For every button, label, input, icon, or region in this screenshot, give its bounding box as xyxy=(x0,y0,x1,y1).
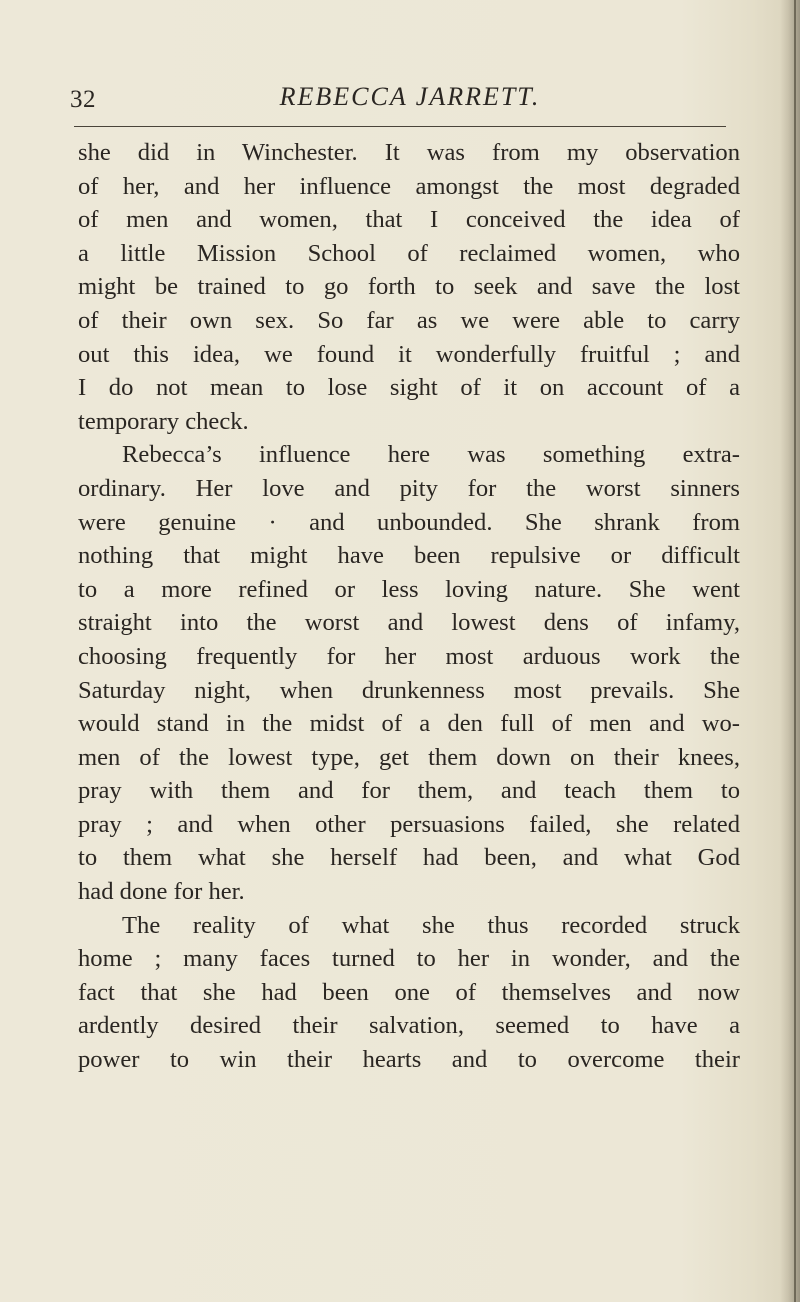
text-line: men of the lowest type, get them down on their knees, xyxy=(78,743,740,771)
text-line: nothing that might have been repulsive or difficult xyxy=(78,542,740,570)
text-line: straight into the worst and lowest dens of infamy, xyxy=(78,609,740,637)
header-rule xyxy=(74,126,726,127)
text-line: pray with them and for them, and teach them to xyxy=(78,777,740,805)
text-line: I do not mean to lose sight of it on account of a xyxy=(78,374,740,402)
text-line: pray ; and when other persuasions failed, she related xyxy=(78,810,740,838)
page-edge-line xyxy=(794,0,796,1302)
text-line: ordinary. Her love and pity for the worst sinners xyxy=(78,474,740,502)
text-line: home ; many faces turned to her in wonder, and the xyxy=(78,945,740,973)
text-line: The reality of what she thus recorded struck xyxy=(122,911,740,939)
text-line: Rebecca’s influence here was something extra- xyxy=(122,441,740,469)
text-line: to a more refined or less loving nature. She went xyxy=(78,575,740,603)
page-number: 32 xyxy=(70,86,96,113)
text-line: might be trained to go forth to seek and save the lost xyxy=(78,273,740,301)
text-line: had done for her. xyxy=(78,878,245,906)
text-line: ardently desired their salvation, seemed to have a xyxy=(78,1012,740,1040)
page-edge-shadow xyxy=(780,0,800,1302)
text-line: would stand in the midst of a den full of men and wo- xyxy=(78,710,740,738)
text-line: Saturday night, when drunkenness most prevails. She xyxy=(78,676,740,704)
text-line: a little Mission School of reclaimed women, who xyxy=(78,239,740,267)
text-line: temporary check. xyxy=(78,407,249,435)
text-line: fact that she had been one of themselves and now xyxy=(78,978,740,1006)
text-line: out this idea, we found it wonderfully fruitful ; and xyxy=(78,340,740,368)
body-text xyxy=(78,136,740,1077)
text-line: she did in Winchester. It was from my observation xyxy=(78,139,740,166)
running-title: REBECCA JARRETT. xyxy=(279,82,541,111)
text-line: were genuine · and unbounded. She shrank from xyxy=(78,508,740,536)
text-line: of their own sex. So far as we were able to carry xyxy=(78,306,740,334)
running-head xyxy=(70,78,750,118)
text-line: of her, and her influence amongst the most degraded xyxy=(78,172,740,200)
text-line: of men and women, that I conceived the idea of xyxy=(78,206,740,234)
text-line: choosing frequently for her most arduous work the xyxy=(78,642,740,670)
text-line: to them what she herself had been, and what God xyxy=(78,844,740,872)
text-line: power to win their hearts and to overcome their xyxy=(78,1046,740,1074)
